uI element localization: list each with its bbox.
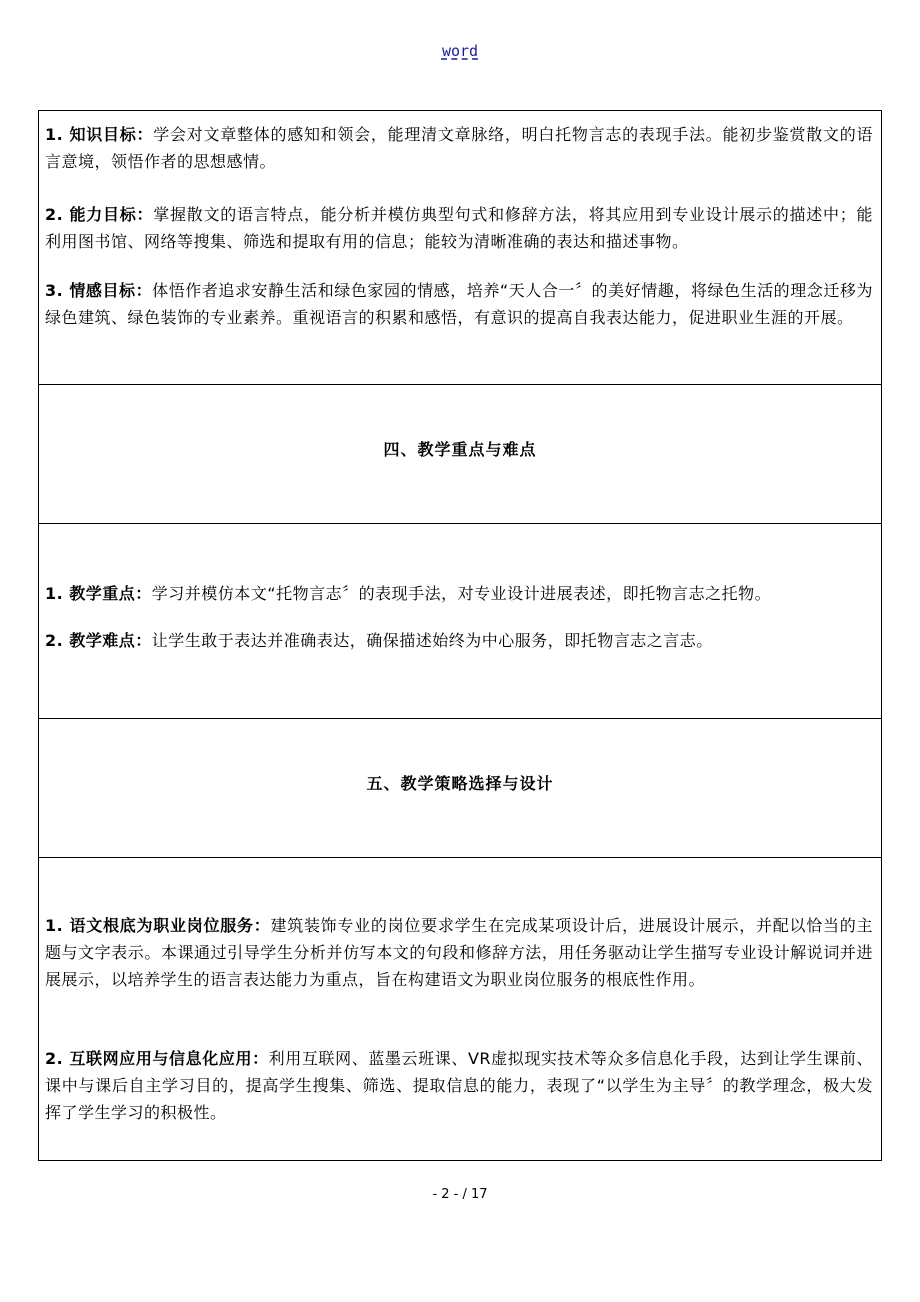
header-word-link[interactable]: word xyxy=(441,42,479,60)
section5-content-cell xyxy=(39,857,881,1160)
section5-heading: 五、教学策略选择与设计 xyxy=(366,774,554,793)
section4-heading: 四、教学重点与难点 xyxy=(383,440,537,459)
strategy-item-vocational: 1. 语文根底为职业岗位服务：建筑装饰专业的岗位要求学生在完成某项设计后，进展设计展示，并配以恰当的主题与文字表示。本课通过引导学生分析并仿写本文的句段和修辞方法，用任务驱动让学生描写专业设计解说词并进展展示，以培养学生的语言表达能力为重点，旨在构建语文为职业岗位服务的根底性作用。 xyxy=(45,916,873,989)
objective-ability: 2. 能力目标：掌握散文的语言特点，能分析并模仿典型句式和修辞方法，将其应用到专业设计展示的描述中；能利用图书馆、网络等搜集、筛选和提取有用的信息；能较为清晰准确的表达和描述事物。 xyxy=(45,205,873,251)
document-table xyxy=(38,110,882,1161)
objective-emotion: 3. 情感目标：体悟作者追求安静生活和绿色家园的情感，培养“天人合一〞的美好情趣，将绿色生活的理念迁移为绿色建筑、绿色装饰的专业素养。重视语言的积累和感悟，有意识的提高自我表达能力，促进职业生涯的开展。 xyxy=(45,281,873,327)
section5-heading-cell xyxy=(39,718,881,857)
objective-knowledge: 1. 知识目标：学会对文章整体的感知和领会，能理清文章脉络，明白托物言志的表现手法。能初步鉴赏散文的语言意境，领悟作者的思想感情。 xyxy=(45,125,873,171)
key-point-item: 1. 教学重点：学习并模仿本文“托物言志〞的表现手法，对专业设计进展表述，即托物言志之托物。 xyxy=(45,584,772,603)
page-number: - 2 - / 17 xyxy=(432,1187,488,1202)
strategy-item-internet: 2. 互联网应用与信息化应用：利用互联网、蓝墨云班课、VR虚拟现实技术等众多信息化手段，达到让学生课前、课中与课后自主学习目的，提高学生搜集、筛选、提取信息的能力，表现了“以学生为主导〞的教学理念，极大发挥了学生学习的积极性。 xyxy=(45,1049,873,1122)
section4-heading-cell xyxy=(39,384,881,523)
section4-content-cell xyxy=(39,523,881,718)
objectives-cell xyxy=(39,111,881,384)
difficulty-item: 2. 教学难点：让学生敢于表达并准确表达，确保描述始终为中心服务，即托物言志之言志。 xyxy=(45,631,713,650)
